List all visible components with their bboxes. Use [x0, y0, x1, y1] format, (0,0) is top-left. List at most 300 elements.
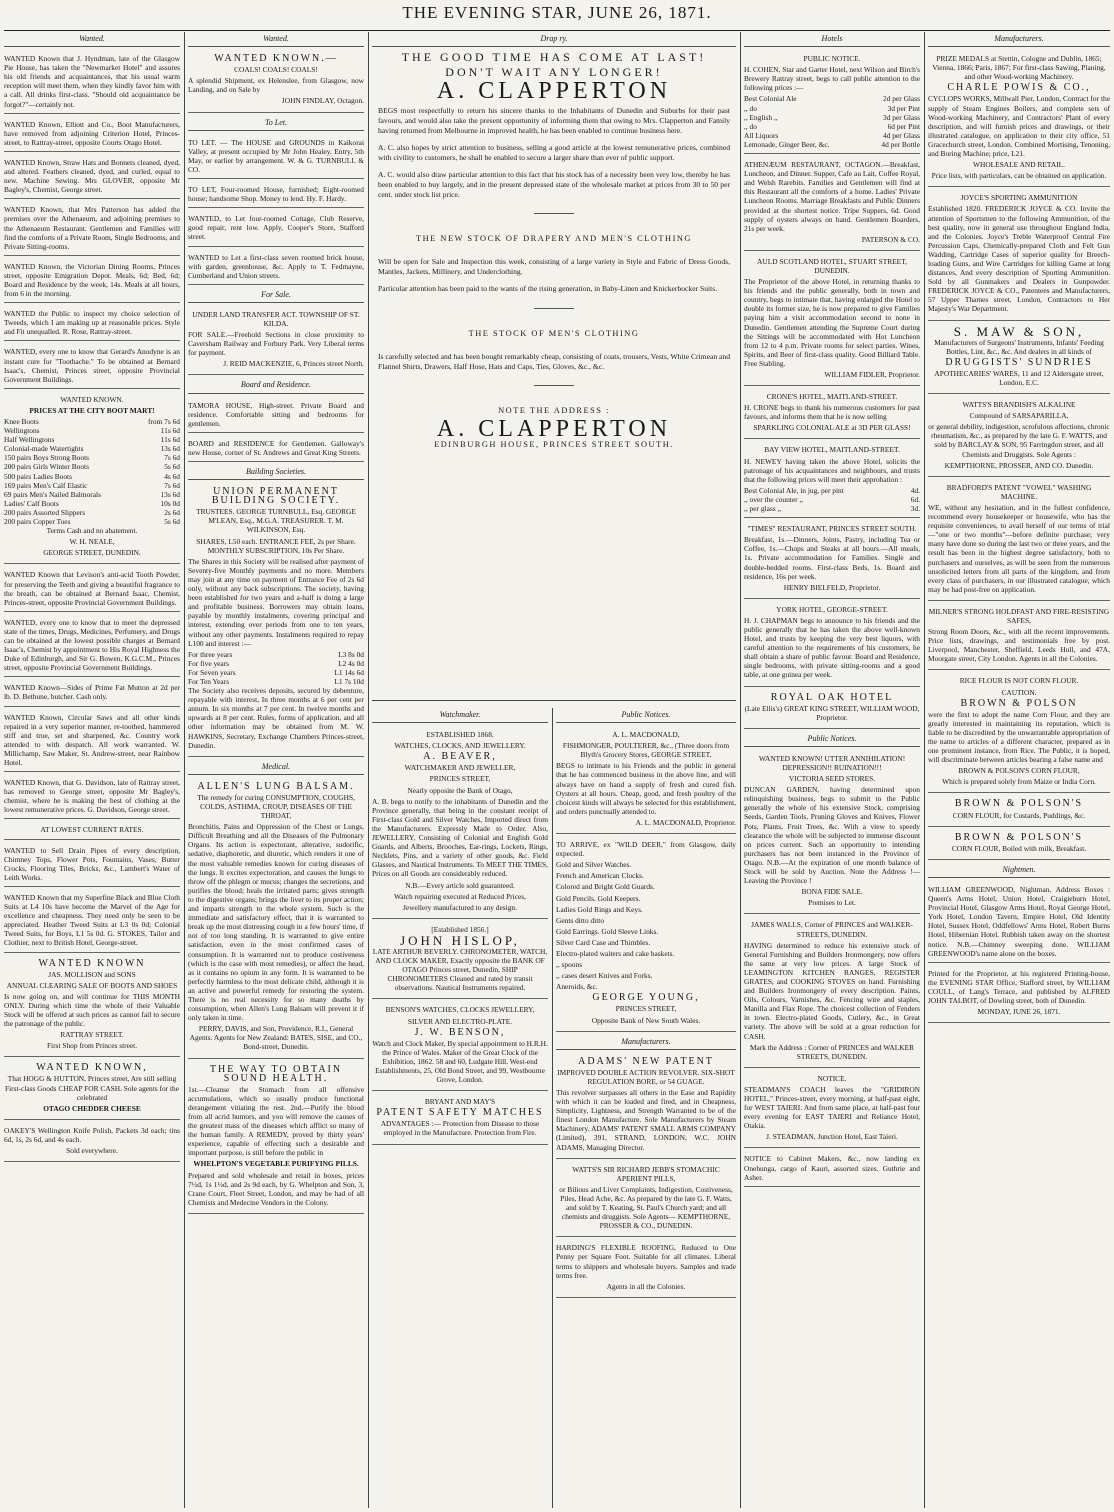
bryant-body: ADVANTAGES :— Protection from Disease to those employed in the Manufacture. Protection from Fire.: [380, 1119, 540, 1138]
section-heading: To Let.: [188, 116, 364, 131]
section-heading: Wanted.: [4, 32, 180, 47]
hislop-ad: [372, 922, 548, 1000]
powis-list: Price lists, with particulars, can be obtained on application.: [931, 171, 1107, 181]
boot-price-row-price: from 7s 6d: [147, 417, 180, 426]
drapery-para-3: A. C. would also draw particular attention to this fact that his stock has of a necessity been very low, thereby he has been enabled to buy largely, and in the present depressed state of the wholesale market at prices from 30 to 50 per cent. under stock list price.: [378, 170, 730, 199]
powis-wholesale: WHOLESALE AND RETAIL.: [973, 160, 1065, 170]
union-shares: SHARES, L50 each. ENTRANCE FEE, 2s per Share. MONTHLY SUBSCRIPTION, 10s Per Share.: [196, 536, 356, 555]
page-columns: [4, 32, 1110, 1508]
cohen-price-row-price: 3d per Glass: [883, 112, 920, 122]
hogg-cheese: OTAGO CHEDDER CHEESE: [43, 1103, 141, 1113]
auld-title: AULD SCOTLAND HOTEL, STUART STREET, DUNEDIN.: [757, 256, 907, 275]
column-divider: [924, 32, 925, 1508]
coals-body: A splendid Shipment, ex Helenslee, from Glasgow, now Landing, and on Sale by: [188, 76, 364, 95]
times-body: Breakfast, 1s.—Dinners, Joints, Pastry, including Tea or Coffee, 1s.—Chops and Steaks at all hours.—All meals, 1s. Private accommodation for Families. Single and double-bedded rooms. First-class Beds, 1s. Board and residence, 16s per week.: [744, 535, 920, 581]
powis-body: CYCLOPS WORKS, Millwall Pier, London, Contract for the supply of Steam Engines Boilers, and complete sets of Wood-working Machinery, and Contractors' Plant of every description, and will furnish prices and drawings, or their illustrated catalogue, on application to their city office, 51 Gracechurch street, London. Combined Mortising, Tenoning, and Boring Machine; price, L21.: [928, 94, 1110, 159]
wanted-ad: WANTED to Sell Drain Pipes of every description, Chimney Tops, Flower Pots, Fountains, Vases, Butter Crocks, Flooring Tiles, Bricks, &c., Lambert's Water of Leith Works.: [4, 843, 180, 887]
section-heading: Nightmen.: [928, 863, 1110, 878]
royal-oak-ad: [744, 690, 920, 729]
beaver-body: A. B. begs to notify to the inhabitants of Dunedin and the Province generally, that being in the constant receipt of First-class Gold and Silver Watches, Imported direct from the Manufacturers. Expressly Made to Order. Also, JEWELLERY, Consisting of Colonial and English Gold Guards, and Alberts, Brooches, Ear-rings, Lockets, Rings, Necklets, Pins, and a variety of other goods, &c. Field Glasses, and Nautical Instruments. To MEET THE TIMES, Prices on all Goods are considerably reduced.: [372, 796, 548, 879]
drapery-note: NOTE THE ADDRESS :: [498, 406, 610, 416]
milner-title: MILNER'S STRONG HOLDFAST AND FIRE-RESISTING SAFES,: [928, 606, 1110, 625]
drapery-lead-1: THE GOOD TIME HAS COME AT LAST!: [401, 50, 707, 65]
cohen-price-row-label: ,, do: [744, 121, 757, 131]
boot-price-row-price: 5s 6d: [164, 517, 180, 527]
wild-deer-item: Ladies Gold Rings and Keys.: [556, 904, 643, 914]
beaver-repair: Watch repairing executed at Reduced Prices,: [394, 891, 526, 901]
wild-deer-item: Gold Earrings. Gold Sleeve Links.: [556, 926, 659, 936]
boot-price-row-label: 500 pairs Ladies Boots: [4, 471, 72, 481]
to-let-ad: TO LET, Four-roomed House, furnished; Eight-roomed house; handsome Shop. Money to lend. Hy. F. Hardy.: [188, 182, 364, 208]
brown-polson-ad: [928, 673, 1110, 793]
coals-sign: JOHN FINDLAY, Octagon.: [281, 96, 364, 106]
cohen-price-row-label: Best Colonial Ale: [744, 94, 797, 104]
boot-price-row-price: 5s 6d: [164, 462, 180, 472]
boot-price-row-price: 7s 6d: [164, 480, 180, 490]
hogg-ad: [4, 1060, 180, 1119]
way-body: 1st.—Cleanse the Stomach from all offensive accumulations, which so usually produce functional derangement vitiating the rest. 2nd.—Purify the blood from all acrid humors, and you will remove the causes of the greatest mass of the diseases which afflict so many of the human family. A REMEDY, proved by thirty years' experience, capable of effecting such a desirable and important purpose, is still before the public in: [188, 1084, 364, 1158]
young-opposite: Opposite Bank of New South Wales.: [591, 1015, 701, 1025]
wild-deer-item: ,, cases desert Knives and Forks.: [556, 971, 653, 981]
clapperton-name-2: A. CLAPPERTON: [436, 416, 672, 443]
bay-price-row: [744, 504, 920, 513]
wild-deer-item: Aneroids, &c.: [556, 982, 598, 992]
bay-price-row: [744, 486, 920, 495]
drapery-address: EDINBURGH HOUSE, PRINCES STREET SOUTH.: [434, 440, 674, 450]
powis-name: CHARLE POWIS & CO.,: [947, 82, 1091, 94]
bay-price-row-label: ,, per glass ,,: [744, 504, 782, 514]
maw-name: S. MAW & SON,: [953, 323, 1085, 339]
jebb-pills-ad: [556, 1162, 736, 1238]
steadman-coach-ad: [744, 1071, 920, 1149]
cohen-body: H. COHEN, Star and Garter Hotel, next Wilson and Birch's Brewery Rattray street, begs to call public attention to the following prices :—: [744, 65, 920, 93]
boot-terms: Terms Cash and no abatement.: [46, 526, 138, 536]
cohen-price-row-label: Lemonade, Ginger Beer, &c.: [744, 139, 830, 149]
forsale-title: UNDER LAND TRANSFER ACT. TOWNSHIP OF ST. KILDA.: [192, 309, 360, 328]
repayment-row-label: For Ten Years: [188, 676, 230, 686]
auld-body: The Proprietor of the above Hotel, in returning thanks to his friends and the public generally, both in town and country, begs to intimate that, having enlarged the Hotel to double its former size, he is now prepared to give Families paying him a visit accommodation second to none in Dunedin. Gentlemen attending the Supreme Court during the Sittings will be accommodated with Hot Luncheon from 12 to 4 p.m. Private rooms for select parties. Wines, Spirits, and Beer of first-class quality. Good Billiard Table. Free Stabling.: [744, 277, 920, 368]
boot-price-row: [4, 517, 180, 526]
young-name: GEORGE YOUNG,: [592, 992, 700, 1004]
drapery-para-5: Particular attention has been paid to the wants of the rising generation, in Baby-Linen and Knickerbocker Suits.: [378, 284, 718, 294]
bp-corn: BROWN & POLSON'S CORN FLOUR,: [958, 766, 1080, 776]
cohen-price-row: [744, 131, 920, 140]
boot-price-row-label: 200 pairs Copper Toes: [4, 517, 71, 527]
coach-body: STEADMAN'S COACH leaves the "GRIDIRON HOTEL," Princes-street, every morning, at half-past eight, for WEST TAIERI. And from same place, at half-past four every evening for EAST TAIERI and Reliance Hotel, Otakia.: [744, 1084, 920, 1131]
column-divider: [740, 32, 741, 1508]
boot-price-row: [4, 462, 180, 471]
section-heading: Building Societies.: [188, 465, 364, 480]
boot-price-row-price: 13s 6d: [160, 489, 180, 499]
allen-subtitle: The remedy for curing CONSUMPTION, COUGHS, COLDS, ASTHMA, CROUP, DISEASES OF THE THROAT,: [197, 792, 355, 821]
walls-address: Mark the Address : Corner of PRINCES and WALKER STREETS, DUNEDIN.: [749, 1042, 915, 1061]
clapperton-name: A. CLAPPERTON: [436, 78, 672, 105]
boot-price-row-label: 200 pairs Girls Winter Boots: [4, 462, 89, 472]
beaver-opposite: Nearly opposite the Bank of Otago,: [407, 785, 513, 795]
benson-subtitle: SILVER AND ELECTRO-PLATE.: [407, 1016, 513, 1026]
bay-price-row-label: ,, over the counter ,,: [744, 494, 804, 504]
boot-price-row: [4, 444, 180, 453]
royal-title: ROYAL OAK HOTEL: [770, 691, 894, 703]
boot-price-row: [4, 481, 180, 490]
cohen-price-row: [744, 122, 920, 131]
beaver-name: A. BEAVER,: [423, 751, 497, 763]
caution: CAUTION.: [1001, 687, 1037, 697]
drapery-subhead-1: THE NEW STOCK OF DRAPERY AND MEN'S CLOTHING: [416, 234, 692, 244]
imprint-date: MONDAY, JUNE 26, 1871.: [977, 1007, 1061, 1017]
allen-sign: PERRY, DAVIS, and Son, Providence, R.I., General Agents. Agents for New Zealand: BATES, SISE, and CO., Bond-street, Dunedin.: [189, 1024, 363, 1052]
wild-deer-item: Electro-plated waiters and cake baskets.: [556, 948, 675, 958]
walls-title: JAMES WALLS, Corner of PRINCES and WALKER-STREETS, DUNEDIN.: [751, 920, 913, 939]
wild-deer-item: Gold and Silver Watches.: [556, 860, 632, 870]
column-public-notices: [556, 708, 736, 1508]
cohen-price-row-price: 4d per Bottle: [881, 139, 920, 149]
cohen-ad: [744, 51, 920, 154]
bay-price-row: [744, 495, 920, 504]
maw-address: APOTHECARIES' WARES, 11 and 12 Aldersgate street, London, E.C.: [934, 368, 1104, 387]
hogg-body: That HOGG & HUTTON, Princes street, Are still selling First-class Goods CHEAP FOR CASH. Sole agents for the celebrated: [4, 1074, 180, 1102]
wanted-ad: WANTED Known that J. Hyndman, late of the Glasgow Pie House, has taken the "Newmarket Hotel" and assures his old friends and acquaintances, that his usual warm reception will meet them, when they kindly favor him with a call. All drinks first-class. "Should old acquaintance be forgot?"—certainly not.: [4, 51, 180, 114]
joyce-title: JOYCE'S SPORTING AMMUNITION: [960, 193, 1078, 203]
repayment-row-price: L3 8s 0d: [338, 649, 364, 659]
mollison-body: Is now going on, and will continue for THIS MONTH ONLY. During which time the whole of their Valuable Stock will be offered at such prices as cannot fail to secure the patronage of the public.: [4, 991, 180, 1029]
athenaeum-sign: PATERSON & CO.: [861, 234, 920, 244]
wanted-ad: WANTED Known, that G. Davidson, late of Rattray street, has removed to George street, opposite Mr Bagley's, chemist, where he is making the best of clothing at the lowest remunerative prices. G. Davidson, George street.: [4, 775, 180, 819]
boot-price-row-price: 2s 6d: [164, 507, 180, 517]
watts-subtitle: Compound of SARSAPARILLA,: [969, 411, 1069, 421]
union-society-ad: [188, 484, 364, 757]
divider: [534, 385, 574, 386]
to-let-ad: WANTED to Let a first-class seven roomed brick house, with garden, greenhouse, &c. Apply to T. Fedmayne, Cumberland and Union streets.: [188, 250, 364, 285]
jebb-title: WATTS'S SIR RICHARD JEBB'S STOMACHIC APERIENT PILLS,: [572, 1164, 720, 1183]
section-heading: Hotels: [744, 32, 920, 47]
boot-price-row: [4, 453, 180, 462]
boot-price-row-price: 7s 6d: [164, 453, 180, 463]
watts-sarsaparilla-ad: [928, 397, 1110, 477]
repayment-row-label: For three years: [188, 649, 233, 659]
drapery-para-1: BEGS most respectfully to return his sincere thanks to the Inhabitants of Dunedin and Suburbs for their past favours, and would also take the present opportunity of informing them that owing to Mrs. Clapperton and Family having returned from Melbourne in improved health, he has been enabled to continue business here.: [378, 106, 730, 135]
wanted-ad: WANTED Known—Sides of Prime Fat Mutton at 2d per lb. D. Bethune, butcher. Cash only.: [4, 680, 180, 706]
repayment-row-label: For Seven years: [188, 667, 236, 677]
annih-bona: BONA FIDE SALE.: [801, 887, 863, 897]
hislop-name: JOHN HISLOP,: [400, 932, 520, 948]
annih-premises: Premises to Let.: [808, 898, 856, 908]
section-heading: Board and Residence.: [188, 378, 364, 393]
cohen-price-row-label: ,, English ,,: [744, 112, 778, 122]
masthead: THE EVENING STAR, JUNE 26, 1871.: [402, 3, 712, 22]
drapery-para-4: Will be open for Sale and Inspection this week, consisting of a large variety in Style and Fabric of Dress Goods, Mantles, Jackets, Millinery, and Underclothing.: [378, 257, 730, 276]
mollison-shop: First Shop from Princes street.: [46, 1041, 138, 1051]
beaver-street: PRINCES STREET,: [429, 774, 491, 784]
drapery-block: [372, 32, 736, 701]
boot-title: WANTED KNOWN.: [60, 394, 124, 404]
vowel-title: BRADFORD'S PATENT "VOWEL" WASHING MACHINE.: [946, 482, 1092, 501]
annih-subtitle: VICTORIA SEED STORES.: [788, 774, 876, 784]
bay-price-row-price: 3d.: [910, 504, 920, 514]
forsale-body: FOR SALE.—Freehold Sections in close proximity to Caversham Railway and Forbury Park. Very Liberal terms for payment.: [188, 330, 364, 358]
maw-ad: [928, 324, 1110, 395]
wild-deer-ad: [556, 837, 736, 1032]
imprint-body: Printed for the Proprietor, at his registered Printing-house, the EVENING STAR Office, Stafford street, by WILLIAM COULL, of Lang's Terrace, and published by ALFRED JOHN TALBOT, of Dowling street, both of Dunedin.: [928, 968, 1110, 1005]
wild-deer-item: Gold Pencils. Gold Keepers.: [556, 893, 641, 903]
drapery-lead-2: DON'T WAIT ANY LONGER!: [445, 65, 663, 80]
greenwood-ad: WILLIAM GREENWOOD, Nightman. Address Boxes : Queen's Arms Hotel, Union Hotel, Craigieburn Hotel, Provincial Hotel, Glasgow Arms Hotel, Royal George Hotel, York Hotel, London Tavern, Empire Hotel, Old Identity Hotel, Sussex Hotel, Oddfellows' Arms Hotel, Robert Burns Hotel, Hibernian Hotel. Rubbish taken away on the shortest notice. N.B.—Chimney sweeping done. WILLIAM GREENWOOD's name alone on the boxes.: [928, 882, 1110, 963]
whelpton-body: Prepared and sold wholesale and retail in boxes, prices 7½d, 1s 1½d, and 2s 9d each, by G. Whelpton and Son, 3, Crane Court, Fleet Street, London, and may be had of all Chemists and Medecine Vendors in the Colony.: [188, 1170, 364, 1207]
bp-body: were the first to adopt the name Corn Flour, and they are greatly interested in maintaining its reputation, which is liable to be discredited by the unwarrantable appropriation of the name to articles of a different character, prepared as in one prominent instance, from Rice. The Public, it is hoped, will discriminate between articles bearing a false name and: [928, 709, 1110, 765]
athenaeum-ad: [744, 157, 920, 251]
boot-price-row-label: 169 pairs Men's Calf Elastic: [4, 480, 88, 490]
york-body: H. J. CHAPMAN begs to announce to his friends and the public generally that he has taken the above well-known Hotel, and trusts by keeping the very best liquors, with careful attention to the requirements of his customers, he shall obtain a share of public favour. Board and Residence, single bedrooms, with private sitting-rooms and a good table, at one guinea per week.: [744, 615, 920, 680]
jebb-body: or Bilious and Liver Complaints, Indigestion, Costiveness, Piles, Head Ache, &c. As prepared by the late G. F. Watts, and sold by T. Keating, St. Paul's Church yard; and all chemists and druggists. Sole Agents— KEMPTHORNE, PROSSER & CO., DUNEDIN.: [559, 1184, 733, 1231]
times-sign: HENRY BIELFELD, Proprietor.: [783, 582, 881, 592]
wanted-ad: WANTED Known that Levison's anti-acid Tooth Powder, for preserving the Teeth and giving a beautiful fragrance to the breath, can be obtained at Bernard Isaac, Chemist, Princes-street, opposite Provincial Government Buildings.: [4, 567, 180, 611]
boot-price-row-price: 13s 6d: [160, 444, 180, 454]
wild-deer-item: Colored and Bright Gold Guards.: [556, 882, 655, 892]
milner-safes-ad: [928, 604, 1110, 671]
bp2-body: CORN FLOUR, for Custards, Puddings, &c.: [952, 810, 1086, 820]
section-heading: Manufacturers.: [928, 32, 1110, 47]
oakey-sold: Sold everywhere.: [66, 1146, 118, 1155]
cohen-price-row-price: 3d per Pint: [887, 103, 920, 113]
macdonald-ad: [556, 727, 736, 834]
boot-price-row-label: 69 pairs Men's Nailed Balmorals: [4, 489, 101, 499]
repayment-row-price: L1 7s 10d: [334, 676, 364, 686]
section-heading: Manufacturers.: [556, 1035, 736, 1050]
section-heading: Drap ry.: [372, 32, 736, 47]
forsale-sign: J. REID MACKENZIE, 6, Princes street North.: [223, 359, 364, 369]
benson-body: Watch and Clock Maker, By special appointment to H.R.H. the Prince of Wales. Maker of the Great Clock of the Exhibition, 1862. 58 and 60, Ludgate Hill. West-end Establishments, 25, Old Bond Street, and 99, Westbourne Grove, London.: [372, 1038, 548, 1085]
repayment-row-price: L1 14s 6d: [334, 667, 364, 677]
union-title: UNION PERMANENT BUILDING SOCIETY.: [211, 486, 341, 507]
bay-price-row-price: 6d.: [910, 494, 920, 504]
boot-price-row: [4, 435, 180, 444]
york-title: YORK HOTEL, GEORGE-STREET.: [776, 604, 888, 614]
walls-body: HAVING determined to reduce his extensive stock of General Furnishing and Builders Ironmongery, now offers the same at very low prices. A large Stock of LEAMINGTON KITCHEN RANGES, REGISTER GRATES, and COOKING STOVES on hand. Furnishing and Builders Ironmongery of every description. Paints, Oils, Colours, Varnishes, &c. Fencing wire and staples, Manilla and Flax Rope. The choicest collection of Fenders in town. Electro-plated Goods, Cutlery, &c., in Great variety. The above will be sold at a great reduction for CASH.: [744, 940, 920, 1041]
brown-polson-ad-3: [928, 830, 1110, 860]
royal-body: (Late Ellis's) GREAT KING STREET, WILLIAM WOOD, Proprietor.: [744, 703, 920, 722]
york-hotel-ad: [744, 602, 920, 687]
benson-ad: [372, 1002, 548, 1091]
column-divider: [368, 32, 369, 1508]
walls-ad: [744, 917, 920, 1067]
maw-body: Manufacturers of Surgeons' Instruments, Infants' Feeding Bottles, Lint, &c., &c. And dealers in all kinds of: [934, 337, 1104, 356]
section-heading: Medical.: [188, 760, 364, 775]
powis-ad: [928, 51, 1110, 187]
divider: [534, 213, 574, 214]
mollison-ad: [4, 956, 180, 1058]
joyce-body: Established 1820. FREDERICK JOYCE & CO. Invite the attention of Sportsmen to the following Ammunition, of the best quality, now in general use throughout England India, and the Colonies. Joyce's Treble Waterproof Central Fire Percussion Caps, Chemically-prepared Cloth and Felt Gun Wadding, Cartridge Cases of superior quality for Breech-loading Guns, and Wire Cartridges for killing Game at long distances, And every description of Sporting Ammunition. Sold by all Gunmakers and Dealers in Gunpowder. FREDERICK JOYCE & CO., Patentees and Manufacturers, 57 Upper Thames street, London, Contractors to Her Majesty's War Department.: [928, 204, 1110, 314]
to-let-ad: WANTED, to Let four-roomed Cottage, Club Reserve, good repair, rent low. Apply, Cooper's Store, Stafford street.: [188, 211, 364, 246]
adams-subtitle: IMPROVED DOUBLE ACTION REVOLVER. SIX-SHOT REGULATION BORE, or 54 GUAGE.: [557, 1067, 735, 1086]
whelpton-title: WHELPTON'S VEGETABLE PURIFYING PILLS.: [193, 1159, 359, 1169]
sound-health-ad: [188, 1062, 364, 1214]
bp2-name: BROWN & POLSON'S: [954, 798, 1084, 810]
powis-top: PRIZE MEDALS at Stettin, Cologne and Dublin, 1865; Vienna, 1866; Paris, 1867; For first-class Sawing, Planing, and other Wood-working Machinery.: [932, 54, 1106, 82]
column-divider: [552, 708, 553, 1508]
repayment-row: [188, 650, 364, 659]
drapery-subhead-2: THE STOCK OF MEN'S CLOTHING: [468, 329, 640, 338]
macdonald-sign: A. L. MACDONALD, Proprietor.: [635, 817, 736, 827]
to-let-ad: TO LET. — The HOUSE and GROUNDS in Kaikorai Valley, at present occupied by Mr John Healey. Entry, 5th May, or earlier by arrangement. W. & G. TURNBULL & CO.: [188, 135, 364, 179]
maw-druggists: DRUGGISTS' SUNDRIES: [945, 356, 1093, 368]
times-restaurant-ad: [744, 521, 920, 599]
times-title: "TIMES" RESTAURANT, PRINCES STREET SOUTH.: [747, 524, 917, 534]
allen-body: Bronchitis, Pains and Oppression of the Chest or Lungs, Difficult Breathing and all the Diseases of the Pulmonary Organs. Its action is expectorant, alterative, sudorific, sedative, diaphoretic, and diuretic, which renders it one of the most valuable remedies known for curing diseases of the lungs. It excites expectoration, and causes the lungs to throw off the phlegm or mucus; changes the secretions, and purifies the blood; heals the irritated parts; gives strength to the digestive organs; brings the liver to its proper action; and imparts strength to the whole system. Such is the immediate and satisfactory effect, that it is warranted to break up the most distressing cough in a few hours' time, if not of too long standing. It is warranted to give entire satisfaction, even in the most confirmed cases of consumption. It is warranted not to produce costiveness (which is the case with most remedies), or affect the head, as it contains no opium in any form. It is warranted to be perfectly harmless to the most delicate child, although it is an active and powerful remedy for restoring the system. There is no real necessity for so many deaths by consumption, when Allen's Lung Balsam will prevent it if only taken in time.: [188, 822, 364, 1023]
cabinet-makers-ad: NOTICE to Cabinet Makers, &c., now landing ex Onehunga, cargo of Kauri, assorted sizes. Guthrie and Asher.: [744, 1151, 920, 1186]
crone-ale: SPARKLING COLONIAL ALE at 3D PER GLASS!: [753, 423, 911, 433]
milner-body: Strong Room Doors, &c., with all the recent improvements. Price lists, drawings, and testimonials free by post. Liverpool, Manchester, Sheffield, Leeds Hull, and 47A, Moorgate street, City London. Agents in all the Colonies.: [928, 627, 1110, 664]
benson-title: BENSON'S WATCHES, CLOCKS JEWELLERY,: [385, 1005, 535, 1015]
section-heading: Public Notices.: [744, 732, 920, 747]
cohen-price-row: [744, 113, 920, 122]
mollison-subtitle: ANNUAL CLEARING SALE OF BOOTS AND SHOES: [6, 980, 178, 990]
wild-deer-item: Silver Card Case and Thimbles.: [556, 937, 651, 947]
bryant-ad: [372, 1094, 548, 1144]
section-heading: Public Notices.: [556, 708, 736, 723]
oakey-ad: [4, 1123, 180, 1162]
column-wanted-2: [188, 32, 364, 1508]
brown-polson-ad-2: [928, 796, 1110, 826]
beaver-nb: N.B.—Every article sold guaranteed.: [405, 880, 515, 890]
cohen-price-row-label: All Liquors: [744, 130, 779, 140]
allen-balsam-ad: [188, 779, 364, 1059]
wanted-ad: WANTED, every one to know that to meet the depressed state of the times, Drugs, Medicines, Perfumery, and Drugs can be obtained at the lowest possible charges at Bernard Isaac's, Chemist by appointment to His Royal Highness the Duke of Edinburgh, and Sir G. Bowen, K.G.C.M., Princes street, opposite Provincial Government Buildings.: [4, 615, 180, 678]
wanted-ad: WANTED, every one to know that Gerard's Anodyne is an instant cure for "Toothache." To be obtained at Bernard Isaac's, Chemist, Princes street, opposite Provincial Government Buildings.: [4, 344, 180, 388]
wild-deer-item: Gents ditto ditto: [556, 915, 605, 925]
bp-maize: Which is prepared solely from Maize or India Corn.: [942, 777, 1096, 787]
harding-roofing-ad: [556, 1240, 736, 1297]
drapery-para-2: A. C. also hopes by strict attention to business, selling a good article at the lowest remunerative prices, combined with civility to customers, he shall be enabled to secure a larger share than ever of public support.: [378, 143, 730, 162]
boot-price-row: [4, 426, 180, 435]
boot-price-row-price: 11s 6d: [160, 435, 180, 445]
section-heading: Watchmaker.: [372, 708, 548, 723]
boot-price-row-label: Ladies' Calf Boots: [4, 498, 59, 508]
wanted-ad: WANTED Known, Circular Saws and all other kinds repaired in a very superior manner, re-toothed, hammered stiff and true, set and sharpened, &c. Country work attended to with despatch. All work warranted. W. Millichamp, Saw Maker, St. Andrew-street, near Rainbow Hotel.: [4, 710, 180, 773]
crone-title: CRONE'S HOTEL, MAITLAND-STREET.: [766, 392, 898, 402]
beaver-jewellery: Jewellery manufactured to any design.: [403, 902, 517, 912]
boot-name: W. H. NEALE,: [69, 537, 115, 547]
column-divider: [184, 32, 185, 1508]
bryant-subtitle: PATENT SAFETY MATCHES: [376, 1107, 544, 1119]
boot-subtitle: PRICES AT THE CITY BOOT MART!: [29, 405, 155, 415]
mollison-name: JAS. MOLLISON and SONS: [48, 969, 136, 979]
adams-title: ADAMS' NEW PATENT: [578, 1055, 714, 1067]
bp3-name: BROWN & POLSON'S: [954, 831, 1084, 843]
bp3-body: CORN FLOUR, Boiled with milk, Breakfast.: [951, 843, 1087, 853]
allen-title: ALLEN'S LUNG BALSAM.: [197, 780, 355, 792]
column-watchmakers: [372, 708, 548, 1508]
cohen-price-row: [744, 104, 920, 113]
way-title: THE WAY TO OBTAIN SOUND HEALTH.: [209, 1063, 343, 1084]
boot-price-row-label: Wellingtons: [4, 426, 40, 436]
boot-price-row-label: Colonial-made Watertights: [4, 444, 84, 454]
divider: [534, 308, 574, 309]
boot-price-row: [4, 499, 180, 508]
wanted-ad: WANTED Known, Straw Hats and Bonnets cleaned, dyed, and altered. Feathers cleaned, dyed, and curled, equal to new. Machine Sewing. Mrs GLOVER, opposite Mr Bagley's, Chemist, George street.: [4, 155, 180, 199]
cohen-price-row-price: 4d per Glass: [883, 130, 920, 140]
boot-price-row-label: Half Wellingtons: [4, 435, 55, 445]
boot-price-row-label: 150 pairs Boys Strong Boots: [4, 453, 89, 463]
watts-agents: KEMPTHORNE, PROSSER, AND CO. Dunedin.: [944, 460, 1094, 470]
bay-price-row-price: 4d.: [910, 485, 920, 495]
section-heading: For Sale.: [188, 288, 364, 303]
union-body-2: The Society also receives deposits, secured by debenture, repayable with interest, In three months at 6 per cent per annum. In six months at 7 per cent. In twelve months and upwards at 8 per cent. Rules, forms of application, and all other information may be obtained from M. W. HAWKINS, Secretary, Exchange Chambers Princes-street, Dunedin.: [188, 686, 364, 750]
wanted-ad: WANTED Known, that Mrs Patterson has added the premises over the Athenaeum, and adjoining premises to the Athenaeum Restaurant. Gentlemen and Families will find the comforts of a Private Room, Single Bedrooms, and Private Sitting-rooms.: [4, 202, 180, 255]
boot-mart-ad: [4, 392, 180, 565]
wild-deer-title: TO ARRIVE, ex "WILD DEER," from Glasgow, daily expected.: [556, 840, 736, 859]
rice-flour: RICE FLOUR IS NOT CORN FLOUR.: [959, 676, 1079, 686]
section-heading: Wanted.: [188, 32, 364, 47]
board-ad: TAMORA HOUSE, High-street. Private Board and residence. Comfortable sitting and bedrooms for gentlemen.: [188, 398, 364, 433]
beaver-ad: [372, 727, 548, 919]
masthead-rule: [4, 30, 1110, 31]
auld-scotland-ad: [744, 254, 920, 386]
mollison-sign: RATTRAY STREET.: [60, 1030, 124, 1040]
column-manufacturers: [928, 32, 1110, 1508]
macdonald-name: A. L. MACDONALD,: [612, 730, 680, 740]
bp-name: BROWN & POLSON: [960, 697, 1078, 709]
bryant-title: BRYANT AND MAY'S: [424, 1097, 496, 1107]
coach-title: NOTICE.: [817, 1073, 847, 1083]
victoria-seed-ad: [744, 751, 920, 915]
boot-price-row: [4, 417, 180, 426]
wanted-ad: WANTED the Public to inspect my choice selection of Tweeds, which I am making up at reasonable prices. Style and Fit unequalled. R. Rose, Rattray-street.: [4, 306, 180, 341]
bay-price-row-label: Best Colonial Ale, in jug, per pint: [744, 485, 844, 495]
repayment-row: [188, 659, 364, 668]
cohen-price-row: [744, 140, 920, 149]
union-body: The Shares in this Society will be realised after payment of Seventy-five Monthly payments and no more. Members may join at any time on payment of Entrance Fee of 2s 6d only, without any back subscriptions. The society, having been established for two years and a-half is doing a large and profitable business. Borrowers may obtain loans, payable by monthly instalments, covering principal and interest, extending over periods from one to ten years, without any other payments. Instalments required to repay L100 and interest :—: [188, 556, 364, 648]
annih-body: DUNCAN GARDEN, having determined upon relinquishing business, begs to submit to the Public generally the whole of his extensive Stock, comprising Seeds, Garden Tools, Pruning Gloves and Knives, Flower Pots, Plants, Fruit Trees, &c. With a view to speedy clearance the whole will be subjected to immense discount on prices current. Such an opportunity to intending purchasers has not been instanced in the Province of Otago. N.B.—At the expiration of one month balance of Stock will be sold by Auction. Note the Address !—Leaving the Province !: [744, 785, 920, 886]
boot-price-row-label: 200 pairs Assorted Slippers: [4, 507, 86, 517]
boot-price-row: [4, 508, 180, 517]
coals-title: WANTED KNOWN.—: [214, 53, 338, 65]
column-hotels: [744, 32, 920, 1508]
hislop-established: [Established 1856.]: [431, 924, 489, 934]
wanted-ad: WANTED Known, the Victorian Dining Rooms, Princes street, opposite Emigration Depot. Meals, 6d; Bed, 6d; Board and Residence by the week, 14s. Meals at all hours, from 6 in the morning.: [4, 259, 180, 303]
young-street: PRINCES STREET,: [615, 1004, 677, 1014]
annih-title: WANTED KNOWN! UTTER ANNIHILATION! DEPRESSION!! RUINATION!!!: [758, 753, 906, 772]
cohen-price-row: [744, 94, 920, 103]
bay-view-ad: [744, 442, 920, 518]
union-trustees: TRUSTEES. GEORGE TURNBULL, Esq. GEORGE M'LEAN, Esq., M.G.A. TREASURER. T. M. WILKINSON, Esq.: [196, 507, 356, 535]
hislop-body: LATE ARTHUR BEVERLY. CHRONOMETER, WATCH, AND CLOCK MAKER, Exactly opposite the BANK OF OTAGO Princes street, Dunedin, SHIP CHRONOMETERS Cleaned and rated by transit observations. Nautical Instruments repaired.: [372, 946, 548, 993]
beaver-trade: WATCHMAKER AND JEWELLER,: [404, 763, 516, 773]
boot-address: GEORGE STREET, DUNEDIN.: [43, 548, 141, 558]
boot-price-row-price: 4s 6d: [164, 471, 180, 481]
beaver-established: ESTABLISHED 1868.: [426, 730, 494, 740]
beaver-top: WATCHES, CLOCKS, AND JEWELLERY.: [394, 741, 526, 751]
macdonald-body: BEGS to intimate to his Friends and the public in general that he has commenced business in the above line, and will always have on hand a supply of fresh and cured fish. Oysters at all hours. Cheap, good, and fresh poultry of the choicest kinds will always be selected for this establishment, and orders punctually attended to.: [556, 761, 736, 816]
coals-ad: [188, 51, 364, 112]
wild-deer-item: ,, spoons: [556, 960, 583, 970]
wild-deer-item: French and American Clocks.: [556, 871, 644, 881]
adams-body: This revolver surpasses all others in the Ease and Rapidity with which it can be loaded and fired, and in Cheapness, Simplicity, Lightness, and Strength Warranted to be of the finest London Manufacture. Sole Manufacturers by Steam Machinery. ADAMS' PATENT SMALL ARMS COMPANY (Limited), 391, STRAND, LONDON, W.C. JOHN ADAMS, Managing Director.: [556, 1088, 736, 1152]
cohen-title: PUBLIC NOTICE.: [803, 54, 861, 64]
board-ad: BOARD and RESIDENCE for Gentlemen. Galloway's new House, corner of St. Andrews and Great King Streets.: [188, 436, 364, 462]
auld-sign: WILLIAM FIDLER, Proprietor.: [824, 370, 920, 379]
cohen-price-row-label: ,, do: [744, 103, 757, 113]
athenaeum-body: ATHENÆUM RESTAURANT, OCTAGON.—Breakfast, Luncheon, and Dinner. Supper, Cafe au Lait, Coffee Royal, and Welsh Rarebits. Families and Gentlemen will find at this Restaurant all the comforts of a home. Ladies' Private Luncheon Rooms. Marriage Breakfasts and Public Dinners provided at the shortest notice. Tripe Suppers, 6d. Good supply of oysters always on hand. Gentlemen Boarders, 21s per week.: [744, 160, 920, 233]
coach-sign: J. STEADMAN, Junction Hotel, East Taieri.: [766, 1132, 898, 1142]
vowel-body: WE, without any hesitation, and in the fullest confidence, recommend every housekeeper or housewife, who has the requisite conveniences, to avail herself of our terms of trial—"one or two months"—before definite purchase; very many have done so during the last two or three years, and the result has been in the highest degree satisfactory, both to purchasers and ourselves, as will be seen from the numerous unsolicited letters from all parts of the kingdom, and from every class of purchasers, in our illustrated catalogue, which may be had post-free on application.: [928, 502, 1110, 594]
boot-price-row-label: Knee Boots: [4, 417, 39, 426]
adams-revolver-ad: [556, 1054, 736, 1159]
bay-title: BAY VIEW HOTEL, MAITLAND-STREET.: [764, 445, 900, 455]
repayment-row-price: L2 4s 0d: [338, 658, 364, 668]
drapery-para-6: Is carefully selected and has been bought remarkably cheap, consisting of coats, trousers, Vests, White Crimean and Flannel Shirts, Drawers, Half Hose, Hats and Caps, Ties, Gloves, &c., &c.: [378, 352, 730, 371]
coals-subtitle: COALS! COALS! COALS!: [234, 65, 318, 75]
vowel-washer-ad: [928, 480, 1110, 601]
